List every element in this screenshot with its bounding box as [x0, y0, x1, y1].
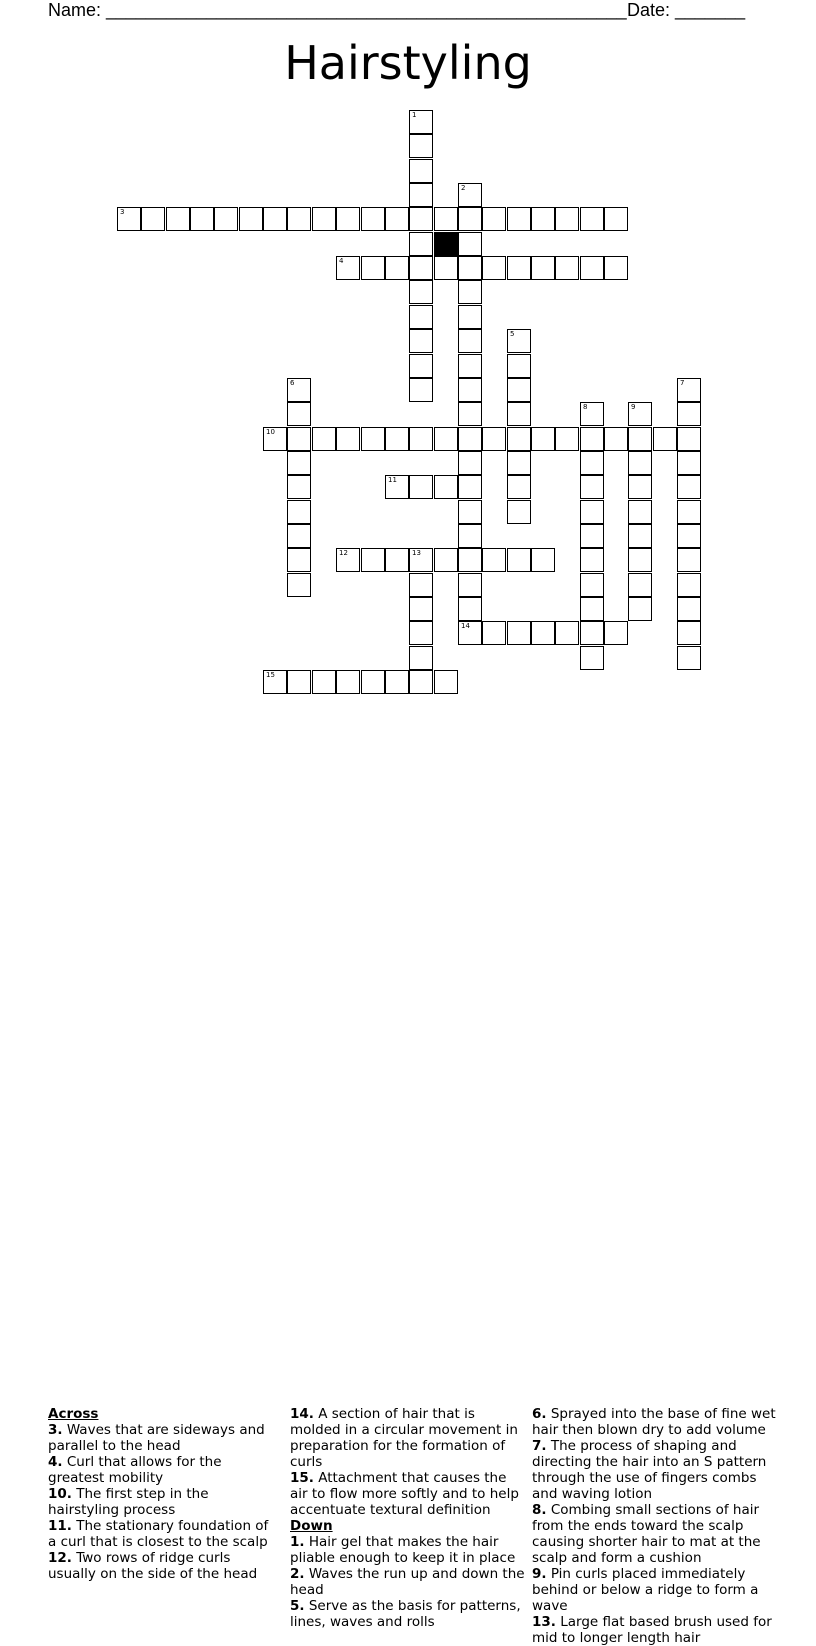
grid-cell[interactable] [507, 427, 531, 451]
grid-cell[interactable] [580, 646, 604, 670]
grid-cell[interactable] [653, 427, 677, 451]
grid-cell[interactable] [312, 207, 336, 231]
grid-cell[interactable] [287, 378, 311, 402]
grid-cell[interactable] [677, 427, 701, 451]
grid-cell[interactable] [580, 524, 604, 548]
grid-cell[interactable] [336, 670, 360, 694]
grid-cell[interactable] [458, 475, 482, 499]
grid-cell[interactable] [482, 427, 506, 451]
grid-cell[interactable] [604, 256, 628, 280]
grid-cell[interactable] [507, 475, 531, 499]
grid-cell[interactable] [507, 256, 531, 280]
grid-cell[interactable] [409, 646, 433, 670]
grid-cell[interactable] [409, 134, 433, 158]
grid-cell[interactable] [458, 207, 482, 231]
grid-cell[interactable] [409, 159, 433, 183]
grid-cell[interactable] [458, 354, 482, 378]
grid-cell[interactable] [409, 621, 433, 645]
grid-cell[interactable] [263, 207, 287, 231]
clue-number: 9 [631, 403, 636, 411]
grid-cell[interactable] [385, 475, 409, 499]
grid-cell[interactable] [531, 427, 555, 451]
grid-cell[interactable] [531, 256, 555, 280]
clue-number: 3 [120, 208, 125, 216]
grid-cell[interactable] [287, 548, 311, 572]
clue-number: 2 [461, 184, 466, 192]
across-clue: 3. Waves that are sideways and parallel to the head [48, 1422, 265, 1454]
grid-cell[interactable] [482, 621, 506, 645]
grid-cell[interactable] [677, 402, 701, 426]
clue-number: 13 [412, 549, 421, 557]
grid-cell[interactable] [287, 670, 311, 694]
grid-cell[interactable] [385, 427, 409, 451]
down-clue: 7. The process of shaping and directing the hair into an S pattern through the use of fingers combs and waving lotion [532, 1438, 767, 1502]
grid-cell[interactable] [385, 207, 409, 231]
date-field-label: Date: _______ [627, 0, 746, 20]
grid-cell[interactable] [458, 548, 482, 572]
grid-cell[interactable] [263, 670, 287, 694]
grid-cell[interactable] [434, 475, 458, 499]
grid-cell[interactable] [385, 256, 409, 280]
grid-cell[interactable] [458, 305, 482, 329]
crossword-grid [0, 0, 816, 700]
grid-cell[interactable] [677, 500, 701, 524]
grid-cell[interactable] [458, 451, 482, 475]
grid-cell[interactable] [531, 207, 555, 231]
grid-cell[interactable] [555, 256, 579, 280]
grid-cell[interactable] [555, 207, 579, 231]
grid-cell[interactable] [580, 621, 604, 645]
grid-cell[interactable] [507, 621, 531, 645]
grid-cell[interactable] [677, 597, 701, 621]
down-clue: 2. Waves the run up and down the head [290, 1566, 525, 1598]
grid-cell[interactable] [628, 548, 652, 572]
grid-cell[interactable] [458, 232, 482, 256]
grid-cell[interactable] [580, 475, 604, 499]
clues-column-3 [532, 1406, 777, 1646]
grid-cell[interactable] [628, 573, 652, 597]
grid-cell[interactable] [580, 207, 604, 231]
grid-cell[interactable] [507, 207, 531, 231]
grid-cell[interactable] [361, 548, 385, 572]
clue-number: 15 [266, 671, 275, 679]
grid-cell[interactable] [580, 597, 604, 621]
grid-cell[interactable] [580, 451, 604, 475]
grid-cell[interactable] [604, 207, 628, 231]
grid-cell[interactable] [604, 621, 628, 645]
grid-cell[interactable] [458, 573, 482, 597]
grid-cell[interactable] [287, 402, 311, 426]
across-clue: 10. The first step in the hairstyling process [48, 1486, 209, 1518]
grid-cell[interactable] [336, 427, 360, 451]
grid-cell[interactable] [628, 402, 652, 426]
down-clue: 8. Combing small sections of hair from the ends toward the scalp causing shorter hair to mat at the scalp and form a cushion [532, 1502, 761, 1566]
grid-cell[interactable] [287, 207, 311, 231]
grid-cell[interactable] [507, 402, 531, 426]
grid-cell[interactable] [409, 329, 433, 353]
grid-cell[interactable] [385, 548, 409, 572]
grid-cell[interactable] [458, 597, 482, 621]
grid-cell[interactable] [677, 524, 701, 548]
grid-cell[interactable] [482, 207, 506, 231]
grid-cell[interactable] [482, 548, 506, 572]
grid-cell[interactable] [409, 597, 433, 621]
grid-cell[interactable] [555, 621, 579, 645]
grid-cell[interactable] [409, 305, 433, 329]
grid-cell[interactable] [434, 256, 458, 280]
clues-area [0, 703, 816, 1646]
grid-cell[interactable] [677, 475, 701, 499]
grid-cell[interactable] [409, 110, 433, 134]
grid-cell[interactable] [336, 548, 360, 572]
grid-cell[interactable] [385, 670, 409, 694]
grid-cell[interactable] [336, 256, 360, 280]
down-clue: 1. Hair gel that makes the hair pliable enough to keep it in place [290, 1534, 516, 1566]
grid-cell[interactable] [580, 500, 604, 524]
clue-number: 10 [266, 428, 275, 436]
grid-cell[interactable] [507, 548, 531, 572]
down-heading: Down [290, 1518, 333, 1534]
grid-cell[interactable] [361, 427, 385, 451]
grid-cell[interactable] [458, 256, 482, 280]
clue-number: 11 [388, 476, 397, 484]
grid-cell[interactable] [458, 183, 482, 207]
grid-cell[interactable] [482, 256, 506, 280]
grid-cell[interactable] [507, 354, 531, 378]
grid-cell[interactable] [458, 329, 482, 353]
grid-cell[interactable] [628, 597, 652, 621]
across-clue: 14. A section of hair that is molded in a circular movement in preparation for the formation of curls [290, 1406, 518, 1470]
across-heading: Across [48, 1406, 99, 1422]
grid-cell[interactable] [409, 354, 433, 378]
grid-cell[interactable] [409, 256, 433, 280]
grid-cell[interactable] [287, 524, 311, 548]
clue-number: 1 [412, 111, 417, 119]
grid-cell[interactable] [434, 207, 458, 231]
clue-number: 4 [339, 257, 344, 265]
grid-cell[interactable] [677, 548, 701, 572]
grid-cell[interactable] [677, 451, 701, 475]
grid-cell[interactable] [531, 548, 555, 572]
grid-cell[interactable] [434, 548, 458, 572]
grid-cell[interactable] [434, 427, 458, 451]
clue-number: 12 [339, 549, 348, 557]
grid-cell[interactable] [458, 500, 482, 524]
grid-cell[interactable] [580, 256, 604, 280]
across-clue: 11. The stationary foundation of a curl that is closest to the scalp [48, 1518, 269, 1550]
grid-cell[interactable] [312, 427, 336, 451]
grid-cell[interactable] [409, 207, 433, 231]
grid-cell[interactable] [580, 402, 604, 426]
grid-cell[interactable] [336, 207, 360, 231]
grid-cell[interactable] [458, 621, 482, 645]
grid-cell[interactable] [409, 670, 433, 694]
grid-cell[interactable] [287, 573, 311, 597]
grid-cell[interactable] [628, 500, 652, 524]
grid-cell[interactable] [677, 573, 701, 597]
grid-cell[interactable] [507, 451, 531, 475]
grid-cell[interactable] [628, 427, 652, 451]
grid-cell[interactable] [677, 646, 701, 670]
grid-cell[interactable] [166, 207, 190, 231]
grid-cell[interactable] [580, 548, 604, 572]
grid-cell[interactable] [458, 280, 482, 304]
grid-cell[interactable] [409, 232, 433, 256]
grid-cell[interactable] [263, 427, 287, 451]
grid-cell[interactable] [580, 573, 604, 597]
grid-cell[interactable] [507, 378, 531, 402]
grid-cell[interactable] [677, 378, 701, 402]
name-field-label: Name: ____________________________________________________ [48, 0, 627, 20]
grid-cell[interactable] [434, 670, 458, 694]
grid-cell[interactable] [214, 207, 238, 231]
grid-cell[interactable] [409, 475, 433, 499]
grid-cell[interactable] [287, 475, 311, 499]
grid-cell[interactable] [458, 524, 482, 548]
clue-number: 6 [290, 379, 295, 387]
grid-cell[interactable] [555, 427, 579, 451]
clue-number: 7 [680, 379, 685, 387]
grid-block-cell [434, 232, 458, 256]
grid-cell[interactable] [507, 329, 531, 353]
grid-cell[interactable] [239, 207, 263, 231]
grid-cell[interactable] [677, 621, 701, 645]
grid-cell[interactable] [190, 207, 214, 231]
grid-cell[interactable] [287, 427, 311, 451]
grid-cell[interactable] [458, 427, 482, 451]
grid-cell[interactable] [628, 475, 652, 499]
clue-number: 8 [583, 403, 588, 411]
grid-cell[interactable] [409, 548, 433, 572]
across-clue: 15. Attachment that causes the air to flow more softly and to help accentuate textural definition [290, 1470, 519, 1518]
grid-cell[interactable] [458, 402, 482, 426]
clue-number: 14 [461, 622, 470, 630]
grid-cell[interactable] [604, 427, 628, 451]
grid-cell[interactable] [628, 524, 652, 548]
clues-column-2 [290, 1406, 525, 1630]
clue-number: 5 [510, 330, 515, 338]
grid-cell[interactable] [287, 451, 311, 475]
grid-cell[interactable] [409, 427, 433, 451]
grid-cell[interactable] [409, 280, 433, 304]
page-title: Hairstyling [284, 36, 532, 90]
grid-cell[interactable] [458, 378, 482, 402]
grid-cell[interactable] [361, 670, 385, 694]
grid-cell[interactable] [361, 207, 385, 231]
grid-cell[interactable] [531, 621, 555, 645]
across-clue: 12. Two rows of ridge curls usually on the side of the head [48, 1550, 258, 1582]
grid-cell[interactable] [141, 207, 165, 231]
grid-cell[interactable] [409, 183, 433, 207]
across-clue: 4. Curl that allows for the greatest mobility [48, 1454, 222, 1486]
clues-column-1 [48, 1406, 273, 1582]
grid-cell[interactable] [312, 670, 336, 694]
grid-cell[interactable] [628, 451, 652, 475]
down-clue: 5. Serve as the basis for patterns, lines, waves and rolls [290, 1598, 521, 1630]
down-clue: 6. Sprayed into the base of fine wet hair then blown dry to add volume [532, 1406, 776, 1438]
grid-cell[interactable] [287, 500, 311, 524]
grid-cell[interactable] [361, 256, 385, 280]
grid-cell[interactable] [409, 573, 433, 597]
grid-cell[interactable] [409, 378, 433, 402]
grid-cell[interactable] [117, 207, 141, 231]
down-clue: 9. Pin curls placed immediately behind or below a ridge to form a wave [532, 1566, 759, 1614]
down-clue: 13. Large flat based brush used for mid to longer length hair [532, 1614, 772, 1646]
grid-cell[interactable] [580, 427, 604, 451]
grid-cell[interactable] [507, 500, 531, 524]
